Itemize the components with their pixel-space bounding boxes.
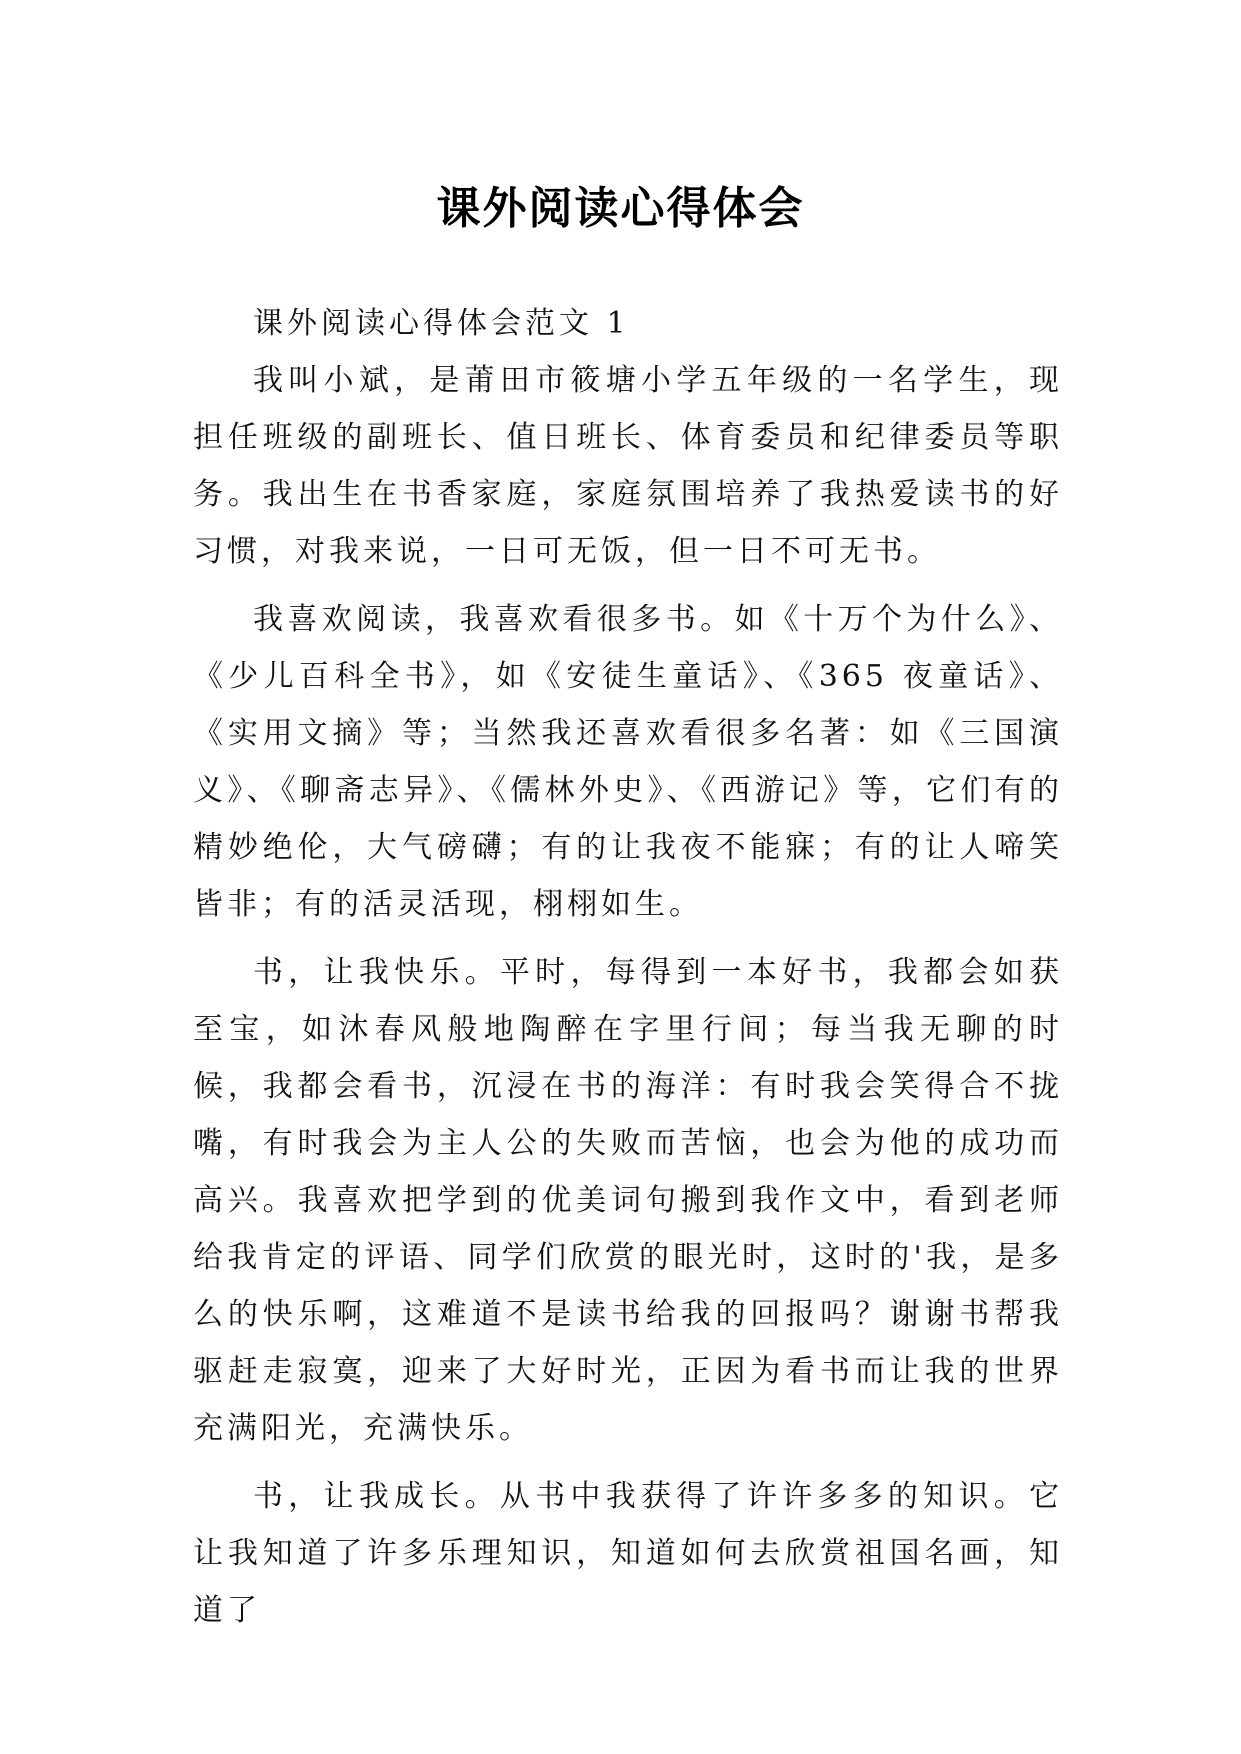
paragraph-4: 书，让我成长。从书中我获得了许许多多的知识。它让我知道了许多乐理知识，知道如何去欣赏祖国名画，知道了 bbox=[193, 1479, 1063, 1628]
paragraph-2: 我喜欢阅读，我喜欢看很多书。如《十万个为什么》、《少儿百科全书》，如《安徒生童话》、《365 夜童话》、《实用文摘》等；当然我还喜欢看很多名著：如《三国演义》、《聊斋志异》、《儒林外史》、《西游记》等，它们有的精妙绝伦，大气磅礴；有的让我夜不能寐；有的让人啼笑皆非；有的活灵活现，栩栩如生。 bbox=[193, 602, 1063, 922]
paragraph-3: 书，让我快乐。平时，每得到一本好书，我都会如获至宝，如沐春风般地陶醉在字里行间；每当我无聊的时候，我都会看书，沉浸在书的海洋：有时我会笑得合不拢嘴，有时我会为主人公的失败而苦恼，也会为他的成功而高兴。我喜欢把学到的优美词句搬到我作文中，看到老师给我肯定的评语、同学们欣赏的眼光时，这时的'我，是多么的快乐啊，这难道不是读书给我的回报吗？谢谢书帮我驱赶走寂寞，迎来了大好时光，正因为看书而让我的世界充满阳光，充满快乐。 bbox=[193, 955, 1063, 1446]
essay-subheading: 课外阅读心得体会范文 1 bbox=[253, 306, 630, 341]
document-body bbox=[193, 295, 1063, 1639]
paragraph-1: 我叫小斌，是莆田市筱塘小学五年级的一名学生，现担任班级的副班长、值日班长、体育委员和纪律委员等职务。我出生在书香家庭，家庭氛围培养了我热爱读书的好习惯，对我来说，一日可无饭，但一日不可无书。 bbox=[193, 363, 1063, 569]
document-title: 课外阅读心得体会 bbox=[436, 183, 805, 235]
